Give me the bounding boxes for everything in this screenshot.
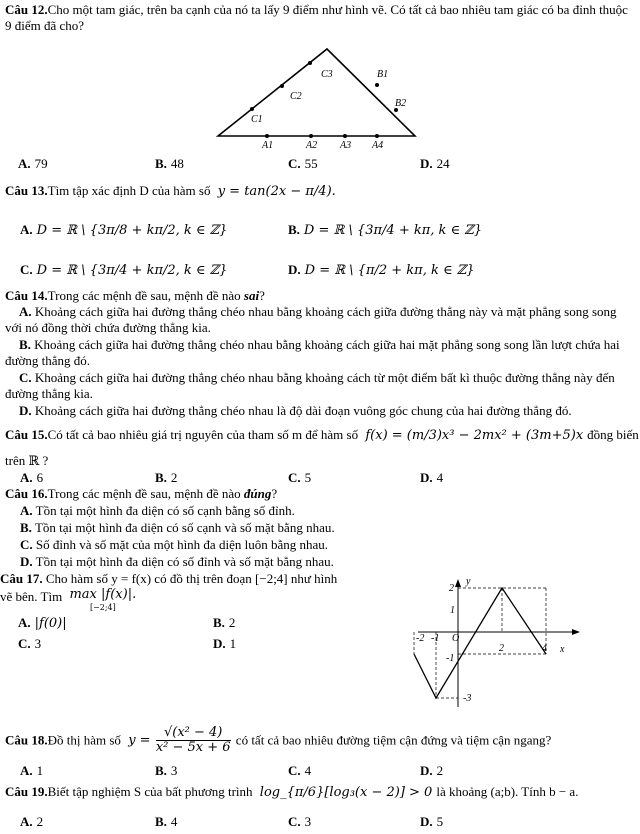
- q18-option-b: B. 3: [155, 763, 178, 778]
- q18-option-a: A. 1: [20, 763, 44, 778]
- q16-option-d: D. Tồn tại một hình đa diện có số đỉnh và số mặt bằng nhau.: [20, 554, 334, 569]
- q18-option-d: D. 2: [420, 763, 444, 778]
- q15-option-c: C. 5: [288, 470, 312, 485]
- point-A2: [309, 134, 313, 138]
- q14-option-a: A. Khoảng cách giữa hai đường thẳng chéo nhau bằng khoảng cách giữa đường thẳng này và mặt phẳng song song với nó đồng thời chứa đường thẳng kia.: [5, 304, 617, 335]
- q19-formula: log_{π/6}[log₃(x − 2)] > 0: [259, 785, 433, 800]
- label-A4: A4: [372, 140, 384, 151]
- q13-option-c: C. D = ℝ \ {3π/4 + kπ/2, k ∈ ℤ}: [20, 262, 228, 278]
- question-16: Câu 16.Trong các mệnh đề sau, mệnh đề nào đúng?: [5, 486, 278, 501]
- tick-ym1: -1: [446, 653, 455, 664]
- q17-option-d: D. 1: [213, 636, 237, 651]
- triangle-figure: [200, 40, 430, 155]
- q16-option-b: B. Tồn tại một hình đa diện có số cạnh và số mặt bằng nhau.: [20, 520, 335, 535]
- label-C2: C2: [290, 91, 302, 102]
- point-A1: [265, 134, 269, 138]
- question-18: Câu 18.Đồ thị hàm số y = $\frac{\text{√(x² − 4)}}{\text{x² − 5x + 6}}$ có tất cả bao nhiêu đường tiệm cận đứng và tiệm cận ngang?: [5, 725, 552, 755]
- q17-option-b: B. 2: [213, 615, 236, 630]
- q15-option-d: D. 4: [420, 470, 444, 485]
- q18-fraction: [156, 726, 231, 755]
- tick-xm1: -1: [431, 633, 440, 644]
- question-19: Câu 19.Biết tập nghiệm S của bất phương trình log_{π/6}[log₃(x − 2)] > 0 là khoảng (a;b). Tính b − a.: [5, 784, 579, 800]
- origin-label: O: [452, 633, 460, 644]
- q14-option-b: B. Khoảng cách giữa hai đường thẳng chéo nhau bằng khoảng cách giữa hai mặt phẳng song song lần lượt chứa hai đường thẳng đó.: [5, 337, 620, 368]
- tick-y2: 2: [449, 583, 454, 594]
- q18-denominator: x² − 5x + 6: [155, 740, 231, 755]
- q14-option-d: D. Khoảng cách giữa hai đường thẳng chéo nhau là độ dài đoạn vuông góc chung của hai đường thẳng đó.: [19, 403, 572, 418]
- q15-option-a: A. 6: [20, 470, 44, 485]
- q15-option-b: B. 2: [155, 470, 178, 485]
- question-15: Câu 15.Có tất cả bao nhiêu giá trị nguyên của tham số m để hàm số f(x) = (m/3)x³ − 2mx² + (3m+5)x đồng biến: [5, 427, 639, 443]
- q18-numerator: √(x² − 4): [156, 726, 231, 741]
- question-12: [5, 2, 632, 34]
- question-17: Câu 17. Cho hàm số y = f(x) có đồ thị trên đoạn [−2;4] như hình: [0, 571, 338, 586]
- q15-text-cont: trên ℝ ?: [5, 453, 49, 468]
- q17-formula: max |f(x)|.: [69, 587, 137, 602]
- x-axis-arrow: [572, 629, 580, 635]
- label-A3: A3: [340, 140, 352, 151]
- label-A1: A1: [262, 140, 274, 151]
- q16-option-a: A. Tồn tại một hình đa diện có số cạnh bằng số đỉnh.: [20, 503, 295, 518]
- q17-option-c: C. 3: [18, 636, 42, 651]
- q12-option-d: D. 24: [420, 156, 450, 171]
- point-A4: [375, 134, 379, 138]
- tick-xm2: -2: [416, 633, 425, 644]
- tick-y1: 1: [450, 605, 455, 616]
- q13-option-a: A. D = ℝ \ {3π/8 + kπ/2, k ∈ ℤ}: [20, 222, 228, 238]
- q19-option-c: C. 3: [288, 814, 312, 829]
- y-axis-arrow: [455, 579, 461, 587]
- label-B2: B2: [395, 98, 407, 109]
- point-C2: [280, 84, 284, 88]
- y-label: y: [466, 576, 471, 587]
- point-A3: [343, 134, 347, 138]
- question-13: Câu 13.Tìm tập xác định D của hàm số y = tan(2x − π/4).: [5, 183, 336, 199]
- function-graph: [410, 572, 590, 712]
- question-text: Cho một tam giác, trên ba cạnh của nó ta lấy 9 điểm như hình vẽ. Có tất cả bao nhiêu tam giác có ba đỉnh thuộc 9 điểm đã cho?: [5, 2, 628, 33]
- point-C1: [250, 107, 254, 111]
- triangle: [218, 49, 415, 136]
- q13-option-d: D. D = ℝ \ {π/2 + kπ, k ∈ ℤ}: [288, 262, 475, 278]
- question-number: Câu 12.: [5, 2, 48, 17]
- q13-option-b: B. D = ℝ \ {3π/4 + kπ, k ∈ ℤ}: [288, 222, 483, 238]
- question-14: Câu 14.Trong các mệnh đề sau, mệnh đề nào sai?: [5, 288, 265, 303]
- q17-option-a: A. |f(0)|: [18, 615, 67, 631]
- q19-option-a: A. 2: [20, 814, 44, 829]
- q16-option-c: C. Số đỉnh và số mặt của một hình đa diện luôn bằng nhau.: [20, 537, 328, 552]
- q19-option-b: B. 4: [155, 814, 178, 829]
- q12-option-a: A. 79: [18, 156, 48, 171]
- question-17-line2: vẽ bên. Tìm max |f(x)|. [−2;4]: [0, 587, 137, 612]
- point-C3: [308, 61, 312, 65]
- q18-option-c: C. 4: [288, 763, 312, 778]
- q12-option-c: C. 55: [288, 156, 318, 171]
- label-C3: C3: [321, 69, 333, 80]
- q13-formula: y = tan(2x − π/4).: [217, 184, 336, 199]
- x-label: x: [560, 644, 565, 655]
- q14-option-c: C. Khoảng cách giữa hai đường thẳng chéo nhau bằng khoảng cách từ một điểm bất kì thuộc đường thẳng này đến đường thẳng kia.: [5, 370, 615, 401]
- label-C1: C1: [251, 114, 263, 125]
- label-B1: B1: [377, 69, 389, 80]
- q15-formula: f(x) = (m/3)x³ − 2mx² + (3m+5)x: [365, 428, 584, 443]
- q17-sub: [−2;4]: [89, 603, 116, 612]
- tick-ym3: -3: [463, 693, 472, 704]
- q12-option-b: B. 48: [155, 156, 184, 171]
- q19-option-d: D. 5: [420, 814, 444, 829]
- point-B1: [375, 83, 379, 87]
- label-A2: A2: [306, 140, 318, 151]
- tick-x4: 4: [542, 643, 547, 654]
- tick-x2: 2: [499, 643, 504, 654]
